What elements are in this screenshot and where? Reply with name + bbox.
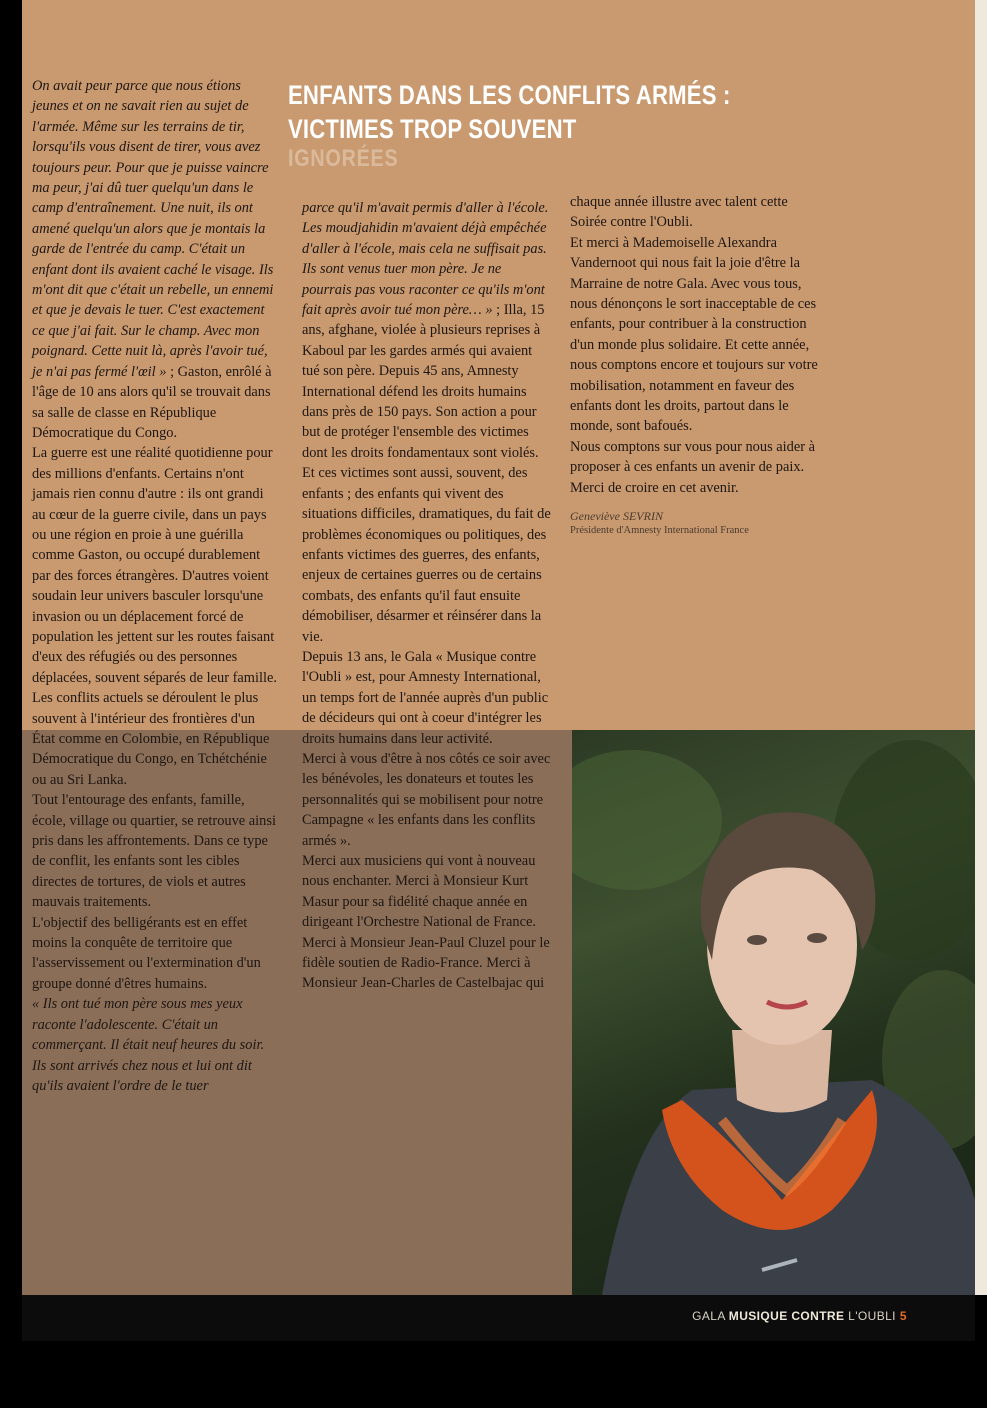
paragraph: Merci à vous d'être à nos côtés ce soir avec les bénévoles, les donateurs et toutes les personnalités qui se mobilisent pour notre Campagne « les enfants dans les conflits armés ». bbox=[302, 750, 551, 849]
text-column-1 bbox=[32, 76, 277, 1096]
portrait-photo bbox=[572, 730, 975, 1295]
paragraph: Merci de croire en cet avenir. bbox=[570, 479, 739, 496]
paragraph: Et merci à Mademoiselle Alexandra Vandernoot qui nous fait la joie d'être la Marraine de notre Gala. Avec vous tous, nous dénonçons le sort inacceptable de ces enfants, pour contribuer à la construction d'un monde plus solidaire. Et cette année, nous comptons encore et toujours sur votre mobilisation, notamment en faveur des enfants dont les droits, partout dans le monde, sont bafoués. bbox=[570, 234, 818, 435]
footer-gala-title bbox=[692, 1309, 907, 1323]
quote-illa-start: « Ils ont tué mon père sous mes yeux raconte l'adolescente. C'était un commerçant. Il était neuf heures du soir. Ils sont arrivés chez nous et lui ont dit qu'ils avaient l'ordre de le tuer bbox=[32, 996, 265, 1094]
paragraph: Tout l'entourage des enfants, famille, école, village ou quartier, se retrouve ainsi pris dans les affrontements. Dans ce type de conflit, les enfants sont les cibles directes de tortures, de viols et autres mauvais traitements. bbox=[32, 792, 276, 911]
paragraph: Merci à Monsieur Jean-Paul Cluzel pour le fidèle soutien de Radio-France. Merci à Monsieur Jean-Charles de Castelbajac qui bbox=[302, 934, 550, 992]
article-headline bbox=[288, 78, 780, 172]
headline-line-2: VICTIMES TROP SOUVENT bbox=[288, 114, 577, 144]
paragraph: Les conflits actuels se déroulent le plus souvent à l'intérieur des frontières d'un État comme en Colombie, en République Démocratique du Congo, en Tchétchénie ou au Sri Lanka. bbox=[32, 690, 270, 788]
quote-illa-end: parce qu'il m'avait permis d'aller à l'école. Les moudjahidin m'avaient déjà empêchée d'aller à l'école, mais cela ne suffisait pas. Ils sont venus tuer mon père. Je ne pourrais pas vous raconter ce qu'ils m'ont fait après avoir tué mon père… » bbox=[302, 200, 549, 319]
paragraph: Nous comptons sur vous pour nous aider à proposer à ces enfants un avenir de paix. bbox=[570, 438, 816, 476]
headline-line-3: IGNORÉES bbox=[288, 145, 399, 172]
headline-line-1: ENFANTS DANS LES CONFLITS ARMÉS : bbox=[288, 80, 731, 110]
paragraph: La guerre est une réalité quotidienne pour des millions d'enfants. Certains n'ont jamais rien connu d'autre : ils ont grandi au cœur de la guerre civile, dans un pays ou une région en proie à une guérilla comme Gaston, ou occupé durablement par des forces étrangères. D'autres voient soudain leur univers basculer lorsqu'une invasion ou un déplacement forcé de population les jettent sur les routes faisant d'eux des réfugiés ou des personnes déplacées, souvent séparés de leur famille. bbox=[32, 445, 277, 686]
footer-prefix: GALA bbox=[692, 1309, 729, 1323]
quote-gaston: On avait peur parce que nous étions jeunes et on ne savait rien au sujet de l'armée. Même sur les terrains de tir, lorsqu'ils vous disent de tirer, vous avez toujours peur. Pour que je puisse vaincre ma peur, j'ai dû tuer quelqu'un dans le camp d'entraînement. Une nuit, ils ont amené quelqu'un alors que je montais la garde de l'entrée du camp. C'était un enfant dont ils avaient caché le visage. Ils m'ont dit que c'était un rebelle, un ennemi et que je devais le tuer. C'est exactement ce que j'ai fait. Sur le champ. Avec mon poignard. Cette nuit là, après l'avoir tué, je n'ai pas fermé l'œil » bbox=[32, 78, 274, 380]
footer-suffix: L'OUBLI bbox=[844, 1309, 896, 1323]
page-number: 5 bbox=[899, 1309, 907, 1323]
signature-role: Présidente d'Amnesty International France bbox=[570, 525, 749, 537]
text-column-3 bbox=[570, 192, 820, 538]
gaston-attribution: ; Gaston, enrôlé à l'âge de 10 ans alors qu'il se trouvait dans sa salle de classe en République Démocratique du Congo. bbox=[32, 363, 272, 441]
text-column-2 bbox=[302, 198, 552, 994]
paragraph: L'objectif des belligérants est en effet moins la conquête de territoire que l'asservissement ou l'extermination d'un groupe donné d'êtres humains. bbox=[32, 914, 261, 992]
paragraph: Depuis 13 ans, le Gala « Musique contre l'Oubli » est, pour Amnesty International, un temps fort de l'année auprès d'un public de décideurs qui ont à coeur d'intégrer les droits humains dans leur activité. bbox=[302, 648, 549, 747]
illa-attribution: ; Illa, 15 ans, afghane, violée à plusieurs reprises à Kaboul par les gardes armés qui avaient tué son père. Depuis 45 ans, Amnesty International défend les droits humains dans près de 150 pays. Son action a pour but de protéger l'ensemble des victimes dont les droits fondamentaux sont violés. Et ces victimes sont aussi, souvent, des enfants ; des enfants qui vivent des situations difficiles, dramatiques, du fait de problèmes économiques ou politiques, des enfants victimes des guerres, des enfants, enjeux de certaines guerres ou de certains combats, des enfants qu'il faut ensuite démobiliser, désarmer et réinsérer dans la vie. bbox=[302, 302, 551, 645]
signature-name: Geneviève SEVRIN bbox=[570, 509, 663, 524]
paragraph: Merci aux musiciens qui vont à nouveau nous enchanter. Merci à Monsieur Kurt Masur pour sa fidélité chaque année en dirigeant l'Orchestre National de France. bbox=[302, 853, 536, 931]
paragraph: chaque année illustre avec talent cette Soirée contre l'Oubli. bbox=[570, 194, 788, 231]
page-edge bbox=[975, 0, 987, 1295]
footer-bold: MUSIQUE CONTRE bbox=[728, 1309, 845, 1323]
